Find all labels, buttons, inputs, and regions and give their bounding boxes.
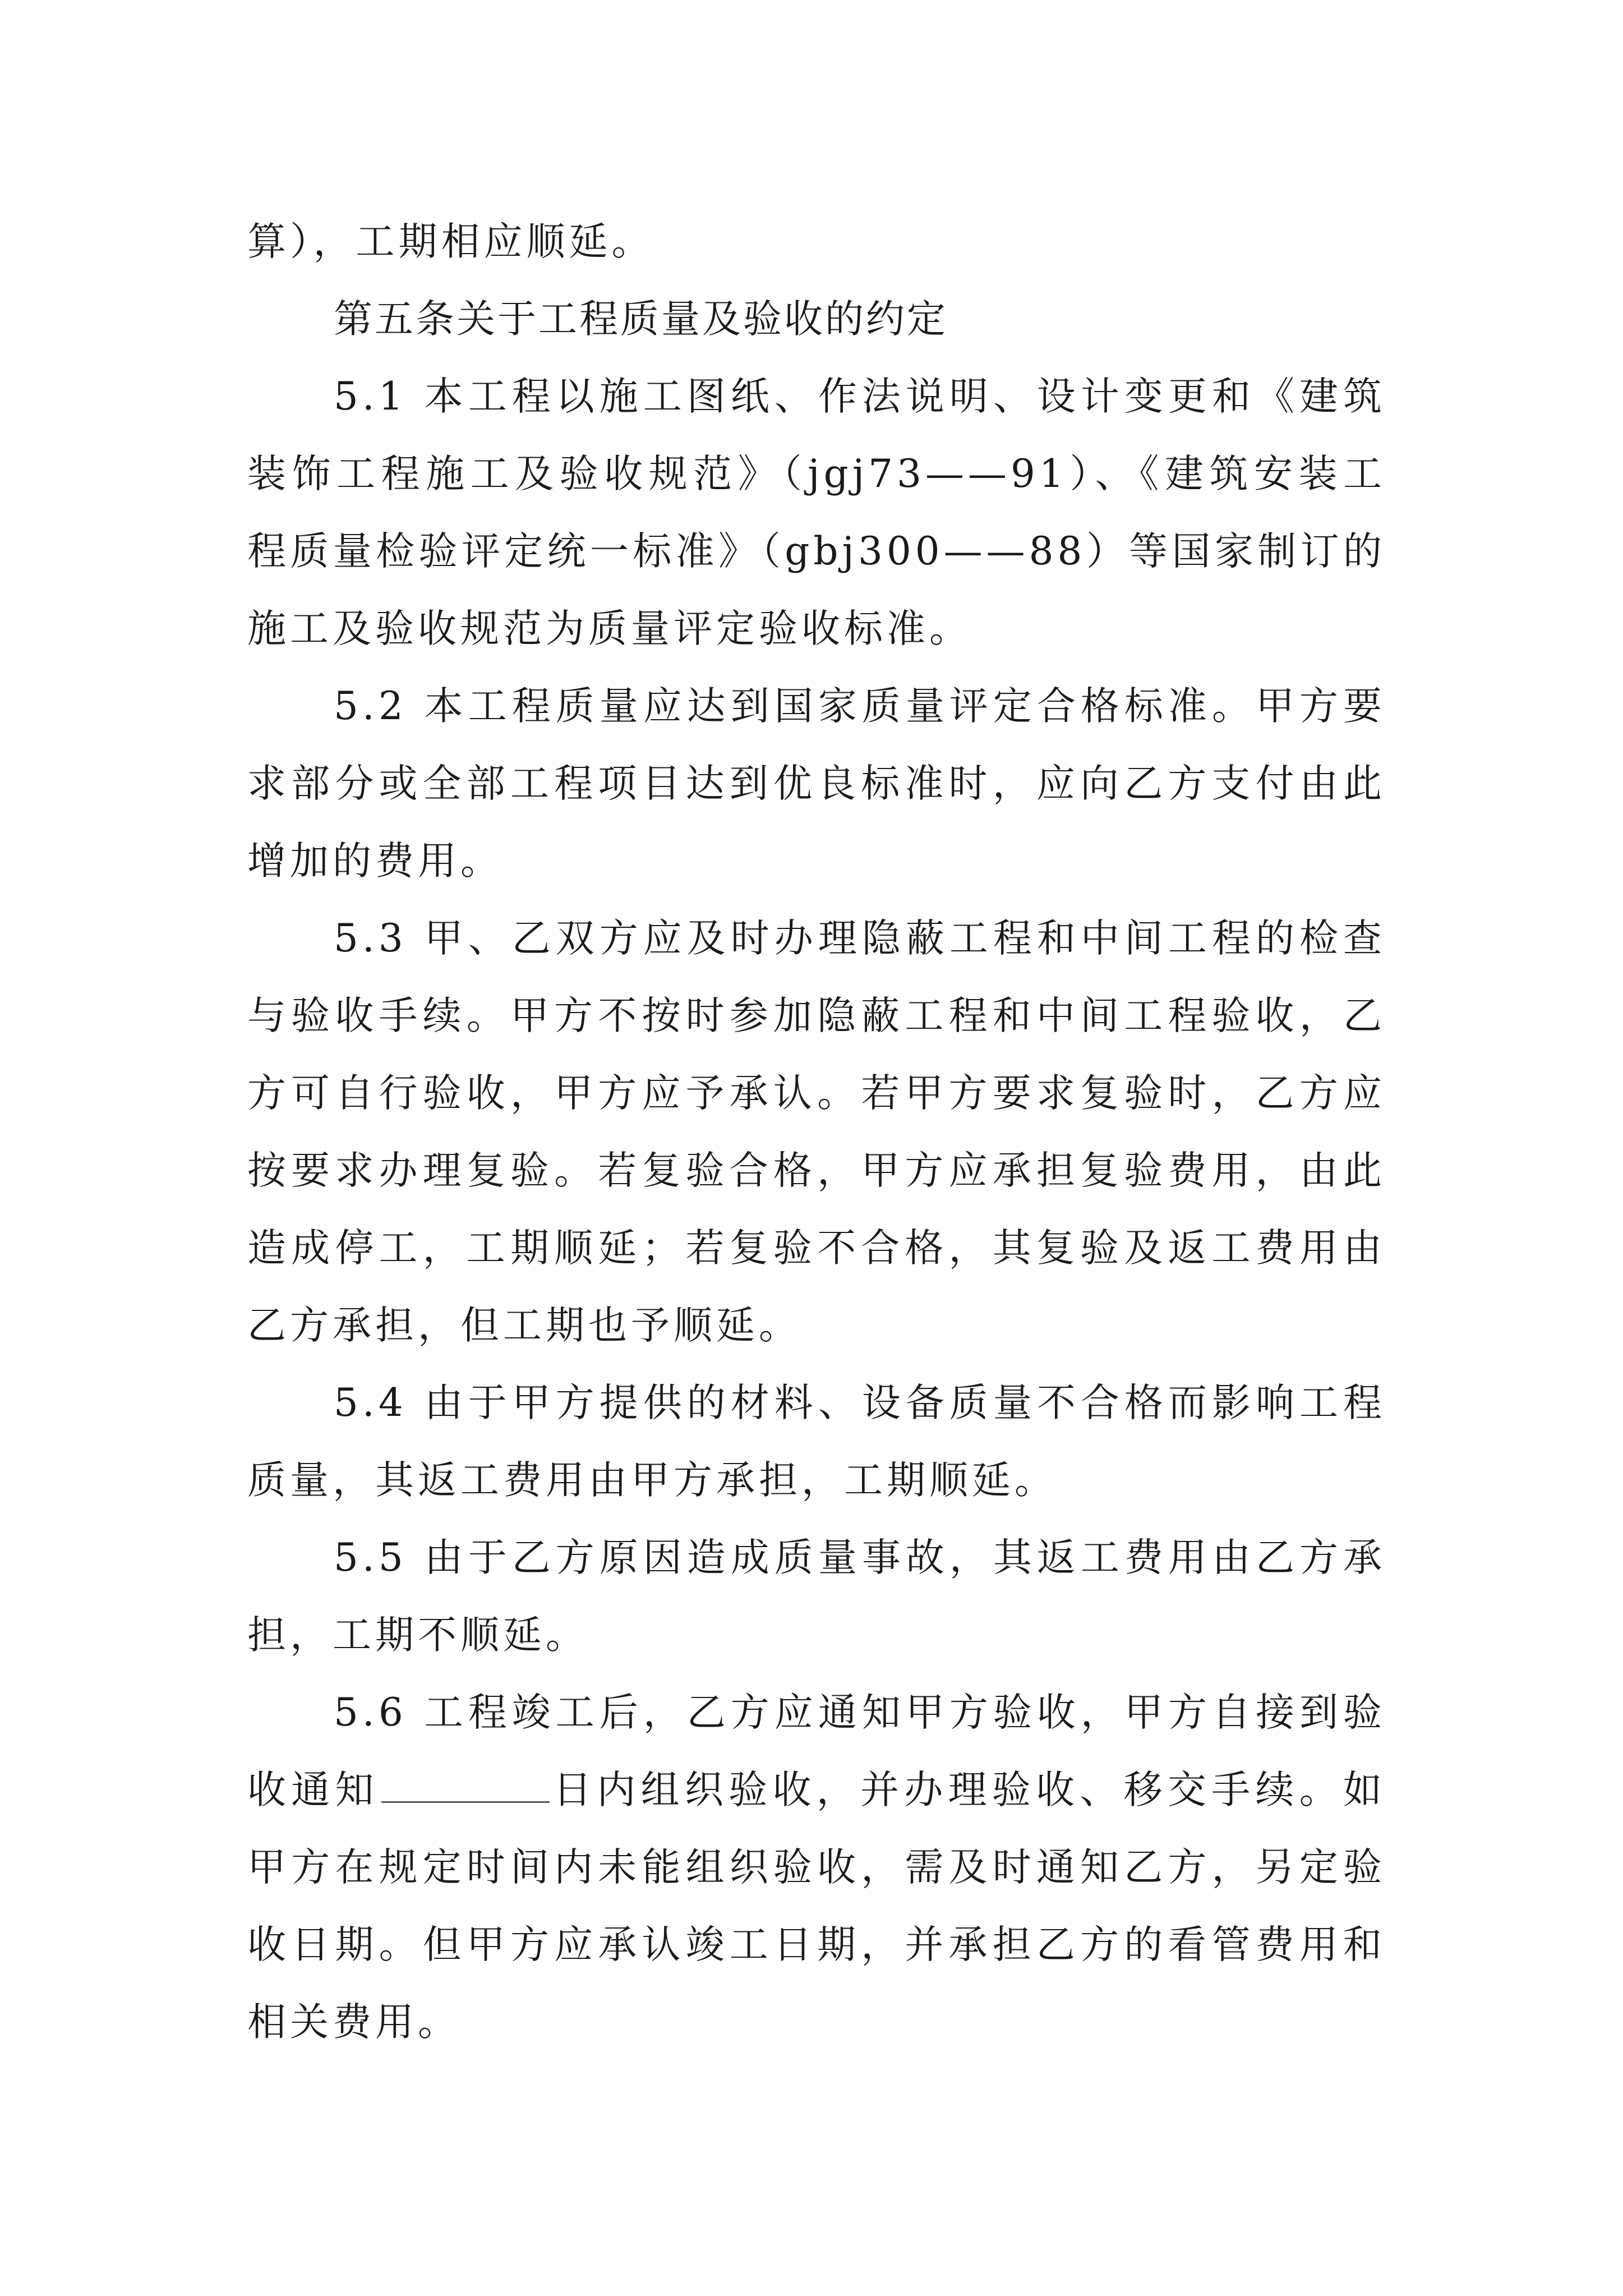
paragraph-continuation: 算），工期相应顺延。 [247, 219, 654, 264]
clause-5-6 [247, 1674, 1386, 2061]
clause-5-3: 5.3 甲、乙双方应及时办理隐蔽工程和中间工程的检查与验收手续。甲方不按时参加隐蔽工程和中间工程验收，乙方可自行验收，甲方应予承认。若甲方要求复验时，乙方应按要求办理复验。若复验合格，甲方应承担复验费用，由此造成停工，工期顺延；若复验不合格，其复验及返工费用由乙方承担，但工期也予顺延。 [247, 916, 1386, 1348]
clause-5-2: 5.2 本工程质量应达到国家质量评定合格标准。甲方要求部分或全部工程项目达到优良标准时，应向乙方支付由此增加的费用。 [247, 684, 1386, 884]
fill-in-blank-days [381, 1768, 550, 1803]
clause-5-4: 5.4 由于甲方提供的材料、设备质量不合格而影响工程质量，其返工费用由甲方承担，工期顺延。 [247, 1381, 1386, 1503]
section-heading: 第五条关于工程质量及验收的约定 [334, 297, 948, 342]
clause-5-6-text-after: 日内组织验收，并办理验收、移交手续。如甲方在规定时间内未能组织验收，需及时通知乙方，另定验收日期。但甲方应承认竣工日期，并承担乙方的看管费用和相关费用。 [247, 1768, 1386, 2045]
clause-5-5: 5.5 由于乙方原因造成质量事故，其返工费用由乙方承担，工期不顺延。 [247, 1535, 1386, 1658]
clause-5-1: 5.1 本工程以施工图纸、作法说明、设计变更和《建筑装饰工程施工及验收规范》（jgj73——91）、《建筑安装工程质量检验评定统一标准》（gbj300——88）等国家制订的施工及验收规范为质量评定验收标准。 [247, 374, 1386, 651]
document-body [247, 203, 1386, 2061]
clause-5-6-text-before: 5.6 工程竣工后，乙方应通知甲方验收，甲方自接到验收通知 [247, 1690, 1386, 1812]
